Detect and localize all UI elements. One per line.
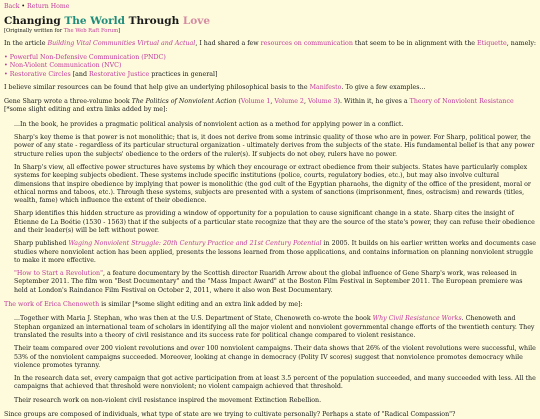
intro-text-4: , namely:: [506, 39, 536, 47]
book-title: The Politics of Nonviolent Action: [131, 98, 237, 106]
chenoweth-quote: [14, 315, 536, 405]
chen-q1-text-1: ...Together with Maria J. Stephan, who was then at the U.S. Department of State, Chenoweth co-wrote the book: [14, 315, 373, 323]
web-raft-forum-link[interactable]: The Web Raft Forum: [63, 27, 119, 34]
volume-3-link[interactable]: Volume 3: [307, 98, 338, 106]
nav-bar: [4, 3, 536, 11]
examples-text-1: I believe similar resources can be found that help give an underlying philosophical basis to the: [4, 83, 310, 91]
sharp-q5-text-2: in 2005. It builds on his earlier written works and documents case studies where nonviolent action has been applied, presents the lessons learned from those applications, and contains information on planning nonviolent struggle to make it more effective.: [14, 240, 536, 264]
sharp-quote-p6: [14, 270, 536, 295]
sharp-text-1: Gene Sharp wrote a three-volume book: [4, 98, 132, 106]
list-text: practices in general]: [149, 70, 218, 78]
restorative-circles-link[interactable]: Restorative Circles: [9, 70, 71, 78]
sharp-quote-p3: In Sharp's view, all effective power structures have systems by which they encourage or extract obedience from their subjects. States have particularly complex systems for keeping subjects obedient. These systems include specific institutions (police, courts, regulatory bodies, etc.), but may also involve cultural dimensions that inspire obedience by implying that power is monolithic (the god cult of the Egyptian pharaohs, the dignity of the office of the president, moral or ethical norms and taboos, etc.). Through these systems, subjects are presented with a system of sanctions (imprisonment, fines, ostracism) and rewards (titles, wealth, fame) which influence the extent of their obedience.: [14, 163, 531, 205]
chenoweth-quote-p3: In the research data set, every campaign that got active participation from at least 3.5 percent of the population succeeded, and many succeeded with less. All the campaigns that achieved that threshold were nonviolent; no violent campaign achieved that threshold.: [14, 375, 536, 391]
sharp-q5-text-1: Sharp published: [14, 240, 69, 248]
intro-text-3: that seem to be in alignment with the: [352, 39, 478, 47]
sharp-quote: [14, 121, 536, 295]
intro-paragraph: [4, 40, 536, 48]
building-vital-communities-link[interactable]: Building Vital Communities Virtual and Actual: [47, 39, 196, 47]
back-link[interactable]: Back: [4, 3, 20, 10]
origin-note-suffix: ]: [118, 27, 121, 34]
restorative-justice-link[interactable]: Restorative Justice: [89, 70, 150, 78]
pndc-link[interactable]: Powerful Non-Defensive Communication (PNDC): [9, 53, 166, 61]
resources-on-communication-link[interactable]: resources on communication: [260, 39, 353, 47]
closing-paragraph: Since groups are composed of individuals, what type of state are we trying to cultivate personally? Perhaps a state of "Radical Compassion"?: [4, 411, 456, 419]
chenoweth-intro-text: is similar [*some slight editing and an extra link added by me]:: [99, 301, 303, 309]
list-item: [4, 54, 536, 62]
volume-2-link[interactable]: Volume 2: [274, 98, 304, 106]
gene-sharp-paragraph: [4, 98, 536, 115]
bullet-icon: •: [4, 62, 10, 70]
sharp-quote-p1: ...In the book, he provides a pragmatic political analysis of nonviolent action as a method for applying power in a conflict.: [14, 120, 404, 128]
intro-text-2: , I had shared a few: [195, 39, 261, 47]
communication-resources-list: [4, 54, 536, 79]
chenoweth-quote-p4: Their research work on non-violent civil resistance inspired the movement Extinction Rebellion.: [14, 396, 322, 404]
origin-note-prefix: [Originally written for: [4, 27, 64, 34]
manifesto-link[interactable]: Manifesto: [309, 83, 342, 91]
title-word-changing: Changing: [4, 15, 65, 28]
list-item: [4, 71, 536, 79]
etiquette-link[interactable]: Etiquette: [477, 39, 507, 47]
sharp-comma: ,: [303, 98, 308, 106]
sharp-quote-p5: [14, 240, 536, 265]
sharp-quote-p4: Sharp identifies this hidden structure as providing a window of opportunity for a population to cause significant change in a state. Sharp cites the insight of Étienne de La Boétie (1530 - 1563) that if the subjects of a particular state recognize that they are the source of the state's power, they can refuse their obedience and their leader(s) will be left without power.: [14, 210, 535, 234]
return-home-link[interactable]: Return Home: [27, 3, 70, 10]
sharp-q6-text: , a feature documentary by the Scottish director Ruaridh Arrow about the global influence of Gene Sharp's work, was released in September 2011. The film won "Best Documentary" and the "Mass Impact Award" at the Boston Film Festival in September 2011. The European premiere was held at London's Raindance Film Festival on October 2, 2011, where it also won Best Documentary.: [14, 270, 523, 294]
theory-nonviolent-resistance-link[interactable]: Theory of Nonviolent Resistance: [409, 98, 514, 106]
sharp-quote-p2: Sharp's key theme is that power is not monolithic; that is, it does not derive from some intrinsic quality of those who are in power. For Sharp, political power, the power of any state - regardless of its particular structural organization - ultimately derives from the subjects of the state. His fundamental belief is that any power structure relies upon the subjects' obedience to the orders of the ruler(s). If subjects do not obey, rulers have no power.: [14, 134, 535, 158]
sharp-text-2: (: [236, 98, 241, 106]
chenoweth-quote-p1: [14, 315, 536, 340]
origin-note: [4, 28, 536, 35]
why-civil-resistance-works-link[interactable]: Why Civil Resistance Works: [372, 315, 462, 323]
examples-paragraph: [4, 84, 536, 92]
nav-separator: •: [19, 3, 28, 10]
title-word-through: Through: [124, 15, 183, 28]
chenoweth-quote-p2: Their team compared over 200 violent revolutions and over 100 nonviolent campaigns. Their data shows that 26% of the violent revolutions were successful, while 53% of the nonviolent campaigns succeeded. Moreover, looking at change in democracy (Polity IV scores) suggest that nonviolence promotes democracy while violence promotes tyranny.: [14, 345, 536, 369]
intro-text-1: In the article: [4, 39, 48, 47]
chen-q1-text-2: . Chenoweth and Stephan organized an international team of scholars in identifying all the major violent and nonviolent governmental change efforts of the twentieth century. They translated the results into a theory of civil resistance and its success rate for political change compared to violent resistance.: [14, 315, 535, 339]
page-title: [4, 15, 536, 28]
chenoweth-intro-paragraph: [4, 301, 536, 309]
sharp-comma: ,: [270, 98, 275, 106]
waging-nonviolent-struggle-link[interactable]: Waging Nonviolent Struggle: 20th Century Practice and 21st Century Potential: [68, 240, 322, 248]
nvc-link[interactable]: Non-Violent Communication (NVC): [9, 62, 122, 70]
bullet-icon: •: [4, 53, 10, 61]
title-word-love: Love: [182, 15, 211, 28]
examples-text-2: . To give a few examples...: [341, 83, 426, 91]
sharp-text-4: [*some slight editing and extra links added by me]:: [4, 106, 168, 114]
erica-chenoweth-link[interactable]: The work of Erica Chenoweth: [4, 301, 100, 309]
bullet-icon: •: [4, 70, 10, 78]
volume-1-link[interactable]: Volume 1: [240, 98, 271, 106]
how-to-start-a-revolution-link[interactable]: "How to Start a Revolution": [14, 270, 103, 278]
list-item: [4, 62, 536, 70]
title-word-the-world: The World: [64, 15, 125, 28]
sharp-text-3: ). Within it, he gives a: [337, 98, 410, 106]
list-text: [and: [70, 70, 89, 78]
